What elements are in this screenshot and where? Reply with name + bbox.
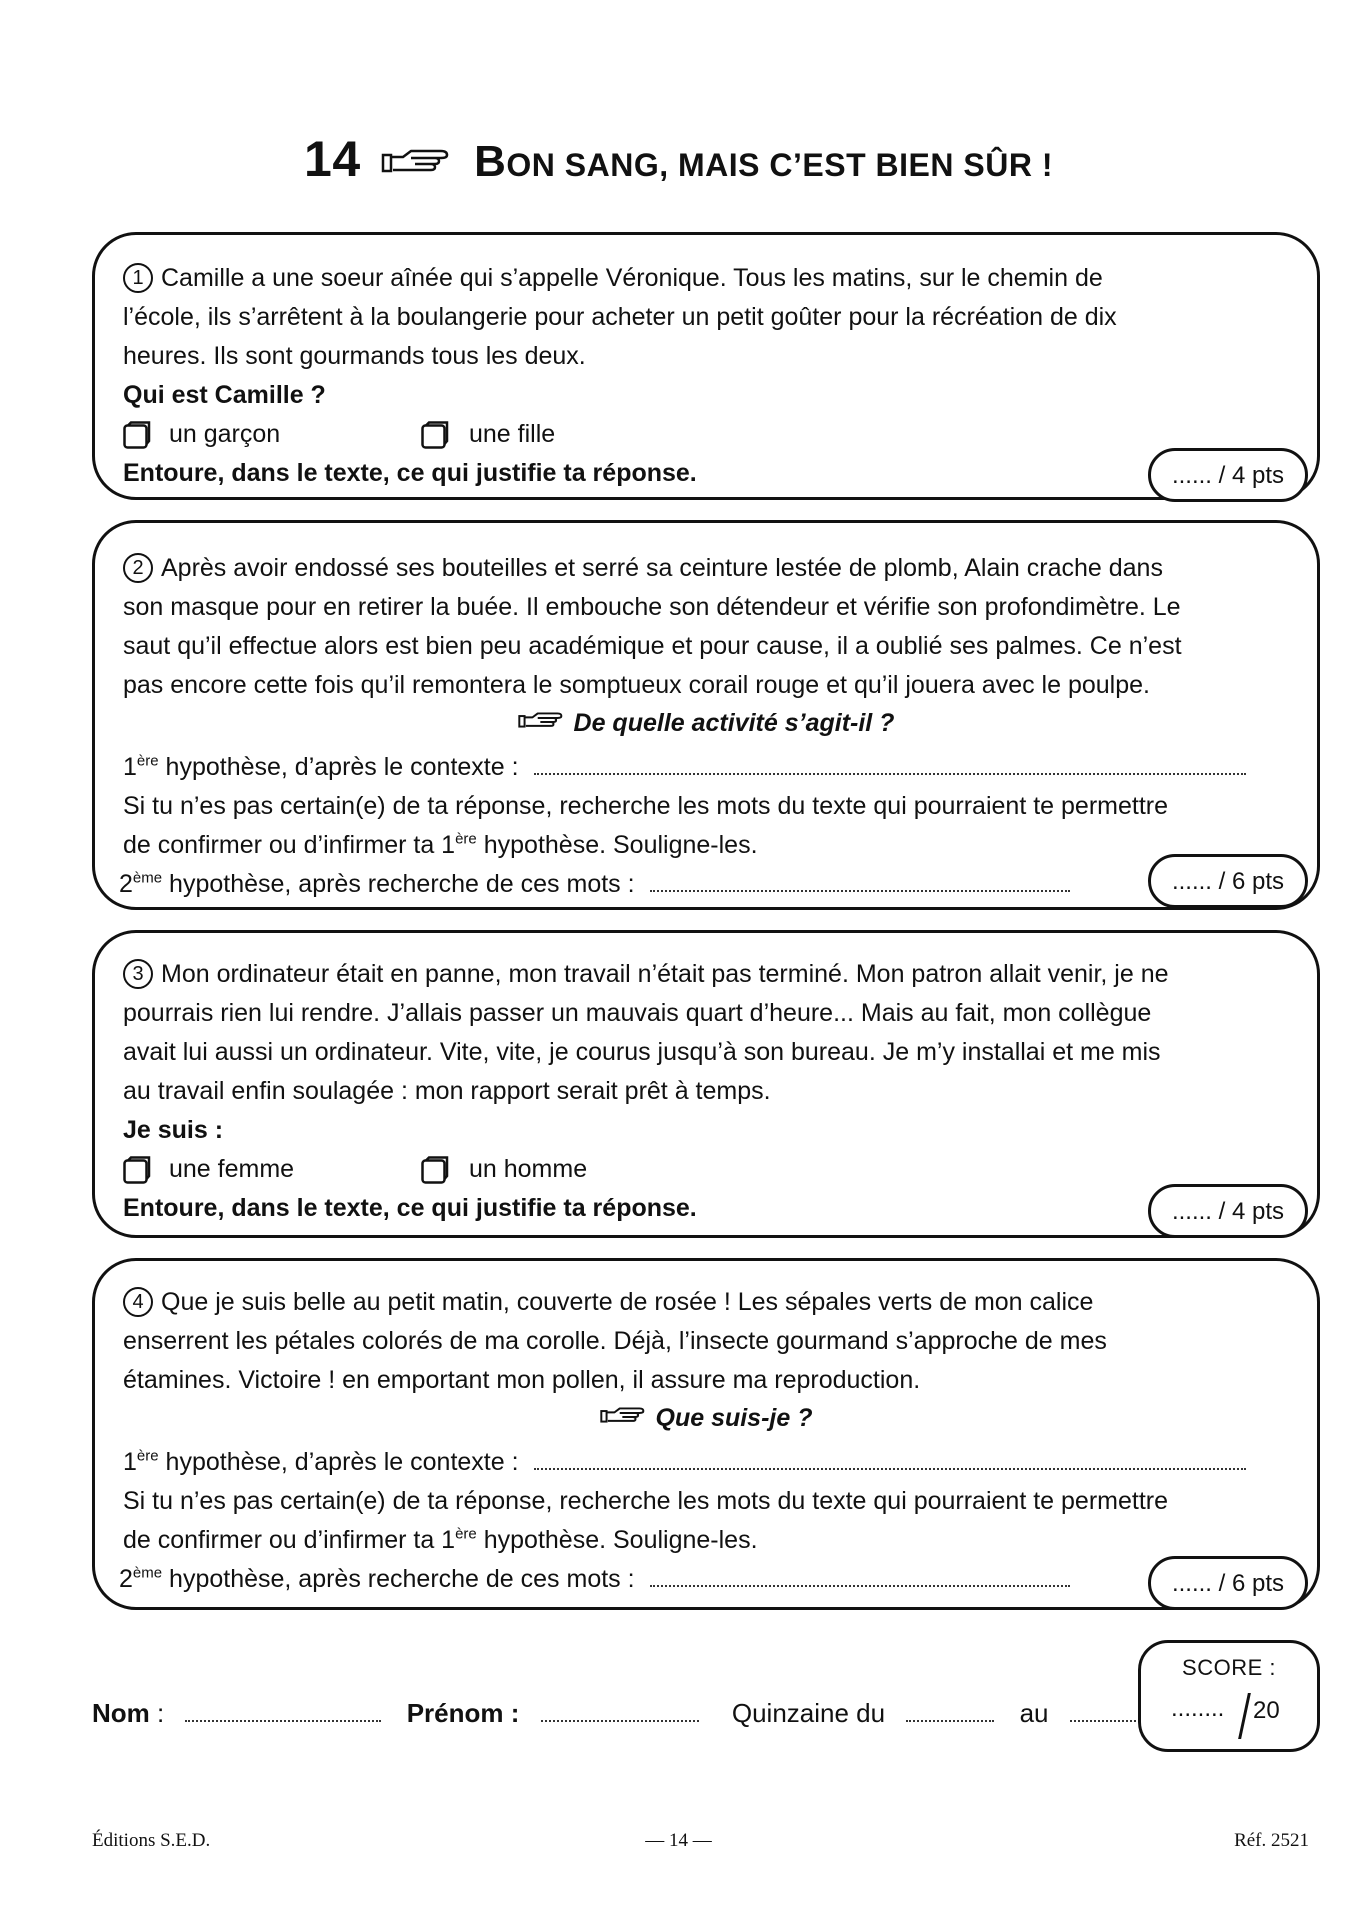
ex2-hypothesis-1: 1ère hypothèse, d’après le contexte : — [123, 748, 1289, 787]
checkbox-icon[interactable] — [421, 1156, 447, 1182]
ex3-options — [123, 1150, 1289, 1189]
ex2-hint-1: Si tu n’es pas certain(e) de ta réponse, recherche les mots du texte qui pourraient te permettre — [123, 792, 1168, 820]
ex1-instruction: Entoure, dans le texte, ce qui justifie ta réponse. — [123, 459, 697, 487]
ex4-question: Que suis-je ? — [123, 1400, 1289, 1439]
circled-number-1: 1 — [123, 263, 153, 293]
checkbox-icon[interactable] — [123, 1156, 149, 1182]
pointing-hand-icon — [518, 705, 564, 740]
ex2-line-3: saut qu’il effectue alors est bien peu académique et pour cause, il a oublié ses palmes. Ce n’est — [123, 632, 1182, 660]
ex2-hypothesis-2-field[interactable] — [650, 868, 1070, 892]
footer-publisher: Éditions S.E.D. — [92, 1830, 211, 1851]
ex4-hypothesis-1: 1ère hypothèse, d’après le contexte : — [123, 1443, 1289, 1482]
exercise-box-2 — [92, 520, 1320, 910]
circled-number-4: 4 — [123, 1287, 153, 1317]
ex2-hypothesis-1-field[interactable] — [534, 751, 1246, 775]
ex2-line-2: son masque pour en retirer la buée. Il embouche son détendeur et vérifie son profondimètre. Le — [123, 593, 1181, 621]
ex3-option-1-label: une femme — [169, 1155, 295, 1183]
ex4-line-3: étamines. Victoire ! en emportant mon pollen, il assure ma reproduction. — [123, 1366, 921, 1394]
circled-number-2: 2 — [123, 553, 153, 583]
ex1-line-3: heures. Ils sont gourmands tous les deux. — [123, 342, 586, 370]
ex1-line-1: 1 Camille a une soeur aînée qui s’appelle Véronique. Tous les matins, sur le chemin de — [123, 259, 1289, 298]
nom-label: Nom — [92, 1698, 150, 1728]
exercise-content-1 — [123, 259, 1289, 493]
score-label: SCORE : — [1182, 1655, 1276, 1680]
exercise-box-1 — [92, 232, 1320, 500]
title-text: ON SANG, MAIS C’EST BIEN SÛR ! — [506, 147, 1053, 183]
exercise-box-3 — [92, 930, 1320, 1238]
exercise-content-2 — [119, 549, 1289, 904]
ex1-option-2-label: une fille — [469, 420, 556, 448]
exercise-content-4 — [119, 1283, 1289, 1599]
exercise-content-3 — [123, 955, 1289, 1228]
pointing-hand-icon — [381, 136, 451, 186]
score-divider — [1238, 1693, 1251, 1739]
checkbox-icon[interactable] — [421, 421, 447, 447]
student-info-row: Nom : Prénom : Quinzaine du au — [92, 1698, 1164, 1729]
ex1-options — [123, 415, 1289, 454]
ex3-line-4: au travail enfin soulagée : mon rapport serait prêt à temps. — [123, 1077, 771, 1105]
ex3-instruction: Entoure, dans le texte, ce qui justifie ta réponse. — [123, 1194, 697, 1222]
pointing-hand-icon — [600, 1400, 646, 1435]
score-total: 20 — [1253, 1697, 1280, 1724]
ex3-line-1: 3 Mon ordinateur était en panne, mon travail n’était pas terminé. Mon patron allait venir, je ne — [123, 955, 1289, 994]
exercise-box-4 — [92, 1258, 1320, 1610]
points-badge-2: ...... / 6 pts — [1148, 854, 1308, 908]
quinzaine-start-field[interactable] — [906, 1698, 994, 1722]
score-value[interactable]: ........ — [1171, 1695, 1225, 1722]
page-title — [0, 130, 1357, 192]
ex1-option-1-label: un garçon — [169, 420, 281, 448]
checkbox-icon[interactable] — [123, 421, 149, 447]
points-badge-1: ...... / 4 pts — [1148, 448, 1308, 502]
quinzaine-label: Quinzaine du — [731, 1698, 886, 1728]
ex4-hint-2: de confirmer ou d’infirmer ta 1ère hypothèse. Souligne-les. — [123, 1525, 758, 1554]
ex4-line-2: enserrent les pétales colorés de ma corolle. Déjà, l’insecte gourmand s’approche de mes — [123, 1327, 1107, 1355]
footer-reference: Réf. 2521 — [1234, 1830, 1309, 1851]
points-badge-4: ...... / 6 pts — [1148, 1556, 1308, 1610]
prenom-label: Prénom : — [406, 1698, 520, 1728]
score-box — [1138, 1640, 1320, 1752]
footer-page-number: — 14 — — [645, 1830, 712, 1851]
au-label: au — [1019, 1698, 1049, 1728]
ex4-hypothesis-2-field[interactable] — [650, 1563, 1070, 1587]
ex2-line-4: pas encore cette fois qu’il remontera le somptueux corail rouge et qu’il jouera avec le poulpe. — [123, 671, 1150, 699]
ex3-line-3: avait lui aussi un ordinateur. Vite, vite, je courus jusqu’à son bureau. Je m’y installai et me mis — [123, 1038, 1161, 1066]
ex2-hypothesis-2: 2ème hypothèse, après recherche de ces mots : — [119, 865, 1289, 904]
ex4-hypothesis-1-field[interactable] — [534, 1446, 1246, 1470]
exercise-number: 14 — [304, 131, 361, 187]
ex3-question: Je suis : — [123, 1116, 224, 1144]
nom-field[interactable] — [185, 1698, 381, 1722]
ex4-hint-1: Si tu n’es pas certain(e) de ta réponse, recherche les mots du texte qui pourraient te permettre — [123, 1487, 1168, 1515]
ex4-line-1: 4 Que je suis belle au petit matin, couverte de rosée ! Les sépales verts de mon calice — [123, 1283, 1289, 1322]
ex1-line-2: l’école, ils s’arrêtent à la boulangerie pour acheter un petit goûter pour la récréation de dix — [123, 303, 1117, 331]
ex2-line-1: 2 Après avoir endossé ses bouteilles et serré sa ceinture lestée de plomb, Alain crache dans — [123, 549, 1289, 588]
ex4-hypothesis-2: 2ème hypothèse, après recherche de ces mots : — [119, 1560, 1289, 1599]
ex2-hint-2: de confirmer ou d’infirmer ta 1ère hypothèse. Souligne-les. — [123, 830, 758, 859]
ex3-line-2: pourrais rien lui rendre. J’allais passer un mauvais quart d’heure... Mais au fait, mon collègue — [123, 999, 1152, 1027]
ex3-option-2-label: un homme — [469, 1155, 588, 1183]
ex2-question: De quelle activité s’agit-il ? — [123, 705, 1289, 744]
points-badge-3: ...... / 4 pts — [1148, 1184, 1308, 1238]
ex1-question: Qui est Camille ? — [123, 381, 326, 409]
title-initial: B — [474, 137, 507, 186]
prenom-field[interactable] — [541, 1698, 699, 1722]
circled-number-3: 3 — [123, 959, 153, 989]
